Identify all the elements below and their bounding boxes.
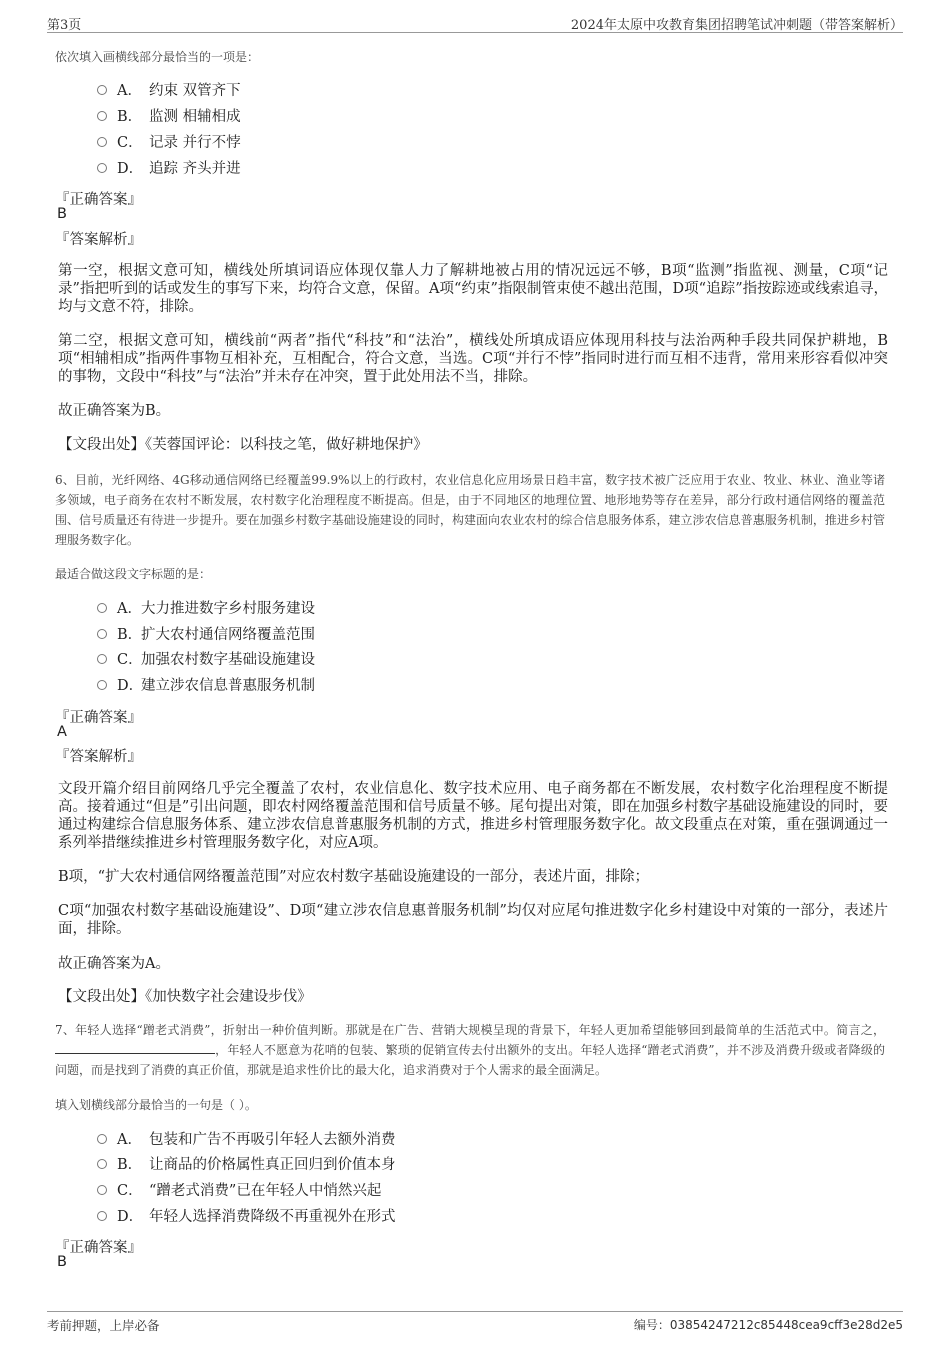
- radio-icon[interactable]: [97, 1211, 107, 1221]
- q5-option-c[interactable]: C． 记录 并行不悖: [97, 133, 241, 153]
- radio-icon[interactable]: [97, 680, 107, 690]
- q5-source: 【文段出处】《芙蓉国评论：以科技之笔，做好耕地保护》: [58, 437, 428, 453]
- q7-correct-label: 『正确答案』: [55, 1240, 142, 1256]
- radio-icon[interactable]: [97, 163, 107, 173]
- q7-option-a[interactable]: A． 包装和广告不再吸引年轻人去额外消费: [97, 1130, 396, 1150]
- q7-stem-after: ，年轻人不愿意为花哨的包装、繁琐的促销宣传去付出额外的支出。年轻人选择“蹭老式消费”，并不涉及消费升级或者降级的问题，而是找到了消费的真正价值，那就是追求性价比的最大化，追求消费对于个人需求的最全面满足。: [55, 1043, 885, 1077]
- q6-option-c[interactable]: C．加强农村数字基础设施建设: [97, 650, 315, 670]
- q7-blank: [55, 1041, 215, 1054]
- q6-prompt: 最适合做这段文字标题的是：: [55, 567, 212, 581]
- q7-option-d[interactable]: D． 年轻人选择消费降级不再重视外在形式: [97, 1207, 396, 1227]
- q5-analysis-paragraph: 第一空，根据文意可知，横线处所填词语应体现仅靠人力了解耕地被占用的情况远远不够，B项“监测”指监视、测量，C项“记录”指把听到的话或发生的事写下来，均符合文意，保留。A项“约束”指限制管束使不越出范围，D项“追踪”指按踪迹或线索追寻，均与文意不符，排除。: [58, 263, 888, 315]
- radio-icon[interactable]: [97, 654, 107, 664]
- q6-option-a[interactable]: A．大力推进数字乡村服务建设: [97, 599, 315, 619]
- document-title: 2024年太原中攻教育集团招聘笔试冲刺题（带答案解析）: [570, 18, 903, 33]
- q7-correct-answer: B: [57, 1254, 67, 1270]
- q5-correct-answer: B: [57, 206, 67, 222]
- q5-analysis-conclusion: 故正确答案为B。: [58, 403, 171, 419]
- q6-stem: 6、目前，光纤网络、4G移动通信网络已经覆盖99.9%以上的行政村，农业信息化应用场景日趋丰富，数字技术被广泛应用于农业、牧业、林业、渔业等诸多领域，电子商务在农村不断发展，农村数字化治理程度不断提高。但是，由于不同地区的地理位置、地形地势等存在差异，部分行政村通信网络的覆盖范围、信号质量还有待进一步提升。要在加强乡村数字基础设施建设的同时，构建面向农业农村的综合信息服务体系，建立涉农信息普惠服务机制，推进乡村管理服务数字化。: [55, 473, 885, 547]
- footer-serial: 编号：03854247212c85448cea9cff3e28d2e5: [633, 1318, 903, 1332]
- page-number: 第3页: [47, 18, 82, 33]
- q6-analysis-paragraph: C项“加强农村数字基础设施建设”、D项“建立涉农信息惠普服务机制”均仅对应尾句推进数字化乡村建设中对策的一部分，表述片面，排除。: [58, 903, 888, 937]
- q5-prompt: 依次填入画横线部分最恰当的一项是：: [55, 50, 260, 64]
- q5-option-a[interactable]: A． 约束 双管齐下: [97, 81, 241, 101]
- q7-option-b[interactable]: B． 让商品的价格属性真正回归到价值本身: [97, 1155, 396, 1175]
- radio-icon[interactable]: [97, 1159, 107, 1169]
- radio-icon[interactable]: [97, 137, 107, 147]
- q7-option-c[interactable]: C． “蹭老式消费”已在年轻人中悄然兴起: [97, 1181, 381, 1201]
- q7-stem-before: 7、年轻人选择“蹭老式消费”，折射出一种价值判断。那就是在广告、营销大规模呈现的背景下，年轻人更加希望能够回到最简单的生活范式中。简言之，: [55, 1023, 885, 1037]
- radio-icon[interactable]: [97, 629, 107, 639]
- q6-correct-label: 『正确答案』: [55, 710, 142, 726]
- q6-analysis-paragraph: 文段开篇介绍目前网络几乎完全覆盖了农村，农业信息化、数字技术应用、电子商务都在不断发展，农村数字化治理程度不断提高。接着通过“但是”引出问题，即农村网络覆盖范围和信号质量不够。尾句提出对策，即在加强乡村数字基础设施建设的同时，要通过构建综合信息服务体系、建立涉农信息普惠服务机制的方式，推进乡村管理服务数字化。故文段重点在对策，重在强调通过一系列举措继续推进乡村管理服务数字化，对应A项。: [58, 781, 888, 851]
- q5-analysis-label: 『答案解析』: [55, 232, 142, 248]
- q5-analysis-paragraph: 第二空，根据文意可知，横线前“两者”指代“科技”和“法治”，横线处所填成语应体现用科技与法治两种手段共同保护耕地，B项“相辅相成”指两件事物互相补充，互相配合，符合文意，当选。C项“并行不悖”指同时进行而互相不违背，常用来形容看似冲突的事物，文段中“科技”与“法治”并未存在冲突，置于此处用法不当，排除。: [58, 333, 888, 385]
- q6-analysis-label: 『答案解析』: [55, 749, 142, 765]
- q6-source: 【文段出处】《加快数字社会建设步伐》: [58, 989, 312, 1005]
- q7-stem: [55, 1020, 885, 1080]
- q7-prompt: 填入划横线部分最恰当的一句是（ ）。: [55, 1098, 257, 1112]
- page-header: [47, 12, 903, 33]
- radio-icon[interactable]: [97, 85, 107, 95]
- q6-analysis-paragraph: B项，“扩大农村通信网络覆盖范围”对应农村数字基础设施建设的一部分，表述片面，排除；: [58, 869, 649, 885]
- radio-icon[interactable]: [97, 1185, 107, 1195]
- q5-option-d[interactable]: D． 追踪 齐头并进: [97, 159, 241, 179]
- footer-slogan: 考前押题，上岸必备: [47, 1318, 160, 1333]
- q5-option-b[interactable]: B． 监测 相辅相成: [97, 107, 241, 127]
- page-footer: [47, 1311, 903, 1334]
- radio-icon[interactable]: [97, 603, 107, 613]
- q6-option-b[interactable]: B．扩大农村通信网络覆盖范围: [97, 625, 315, 645]
- q5-correct-label: 『正确答案』: [55, 192, 142, 208]
- radio-icon[interactable]: [97, 111, 107, 121]
- q6-option-d[interactable]: D．建立涉农信息普惠服务机制: [97, 676, 315, 696]
- q6-analysis-conclusion: 故正确答案为A。: [58, 956, 170, 972]
- radio-icon[interactable]: [97, 1134, 107, 1144]
- q6-correct-answer: A: [57, 724, 67, 740]
